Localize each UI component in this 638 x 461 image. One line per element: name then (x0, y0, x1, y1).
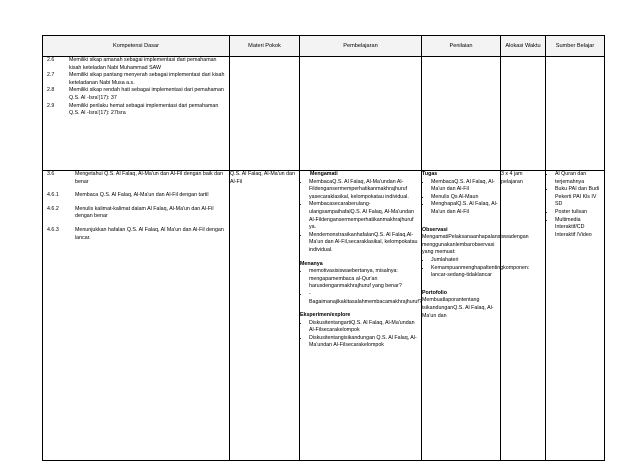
syllabus-table (42, 35, 605, 461)
portofolio-heading: Portofolio (422, 289, 448, 296)
menanya-heading: Menanya (300, 260, 323, 267)
list-item: • MembacaQ.S. Al Falaq, Al-Ma'un dan Al-Fil (431, 179, 500, 194)
list-item: • Al Quran dan terjemahnya (555, 171, 604, 186)
alokasi-waktu-cell: 3 x 4 jam pelajaran (501, 171, 546, 461)
kd-attitude-cell (43, 57, 230, 171)
sumber-list (546, 171, 604, 239)
empty-cell (230, 57, 300, 171)
kd-item: 2.7 Memiliki sikap pantang menyerah sebagai implementasi dari kisah keteladanan Nabi Musa a.s. (47, 72, 225, 86)
mengamati-list (300, 179, 421, 255)
pembelajaran-cell (300, 171, 422, 461)
kd-item: 4.6.2 Menulis kalimat-kalimat dalam Al Falaq, Al-Ma'un dan Al-Fil dengan benar (47, 205, 214, 220)
list-item: • Membacasecaraberulang-ulangsampaihafalQ.S. Al Falaq, Al-Ma'undan Al-Fildengansermemperhatikanmakhrajhuruf ya. (309, 201, 421, 231)
tugas-heading: Tugas (422, 171, 438, 177)
list-item: • Diskusitentangisikandungan Q.S. Al Falaq, Al-Ma'undan Al-Filsecarakelompok (309, 335, 421, 350)
list-item: • DiskusitentangartiQ.S. Al Falaq, Al-Ma'undan Al-Filsecarakelompok (309, 320, 421, 335)
empty-cell (546, 57, 605, 171)
list-item: • Jumlahateri (431, 257, 500, 265)
header-kompetensi-dasar: Kompetensi Dasar (43, 36, 230, 57)
table-row-attitude (43, 57, 605, 171)
list-item: • -Bagaimanajikakitasalahmembacamakhrajhuruf? (309, 291, 421, 306)
list-item: • Buku PAI dan Budi Pekerti PAI Kls IV SD (555, 186, 604, 209)
observasi-list (422, 256, 530, 280)
eksperimen-list (300, 320, 421, 350)
materi-pokok-cell: Q.S. Al Falaq, Al-Ma'un dan Al-Fil (230, 171, 300, 461)
list-item: • Poster tulisan (555, 209, 604, 217)
observasi-text: MengamatiPelaksanaanhapalansiswadengan menggunakanlembarobservasi yang memuat: (422, 234, 529, 256)
empty-cell (501, 57, 546, 171)
list-item: • Multimedia Interaktif/CD Interaktif /Video (555, 217, 604, 240)
empty-cell (422, 57, 501, 171)
observasi-heading: Observasi (422, 226, 448, 233)
list-item: • Kemampuanmenghapaltentingkomponen: lancar-sedang-tidaklancar (431, 265, 500, 280)
portofolio-text: Membuatlaporantentang isikandunganQ.S. Al Falaq, Al-Ma'un dan (422, 297, 494, 319)
header-penilaian: Penilaian (422, 36, 501, 57)
header-alokasi-waktu: Alokasi Waktu (501, 36, 546, 57)
list-item: • MenghapalQ.S. Al Falaq, Al-Ma'un dan Al-Fil (431, 201, 500, 216)
menanya-list (300, 268, 421, 306)
list-item: • MembacaQ.S. Al Falaq, Al-Ma'undan Al-Fildengansermemperhatikanmakhrajhuruf yasecaraklasikal, kelompokatau individual. (309, 179, 421, 202)
kd-item: 3.6 Mengetahui Q.S. Al Falaq, Al-Ma'un dan Al-Fil dengan baik dan benar (47, 171, 223, 185)
mengamati-heading: Mengamati (310, 171, 338, 177)
kd-item: 4.6.1 Membaca Q.S. Al Falaq, Al-Ma'un dan Al-Fil dengan tartil (47, 192, 209, 199)
tugas-list (422, 179, 500, 217)
header-sumber-belajar: Sumber Belajar (546, 36, 605, 57)
header-materi-pokok: Materi Pokok (230, 36, 300, 57)
table-row-knowledge (43, 171, 605, 461)
table-header-row (43, 36, 605, 57)
sumber-belajar-cell (546, 171, 605, 461)
kd-knowledge-cell (43, 171, 230, 461)
kd-item: 2.9 Memiliki perilaku hemat sebagai implementasi dari pemahaman Q.S. Al -Isra'(17): 27Isra (47, 102, 219, 117)
eksperimen-heading: Eksperimen/explore (300, 312, 351, 319)
kd-item: 4.6.3 Menunjukkan hafalan Q.S. Al Falaq, Al Ma'un dan Al-Fil dengan lancar. (47, 226, 224, 241)
header-pembelajaran: Pembelajaran (300, 36, 422, 57)
list-item: • MendemonstrasikanhafalanQ.S. Al Falaq,Al-Ma'un dan Al-Fil,secaraklasikal, kelompokatau individual. (309, 232, 421, 255)
kd-item: 2.8 Memiliki sikap rendah hati sebagai implementasi dari pemahaman Q.S. Al -Isra'(17): 37 (47, 87, 224, 101)
list-item: • memotivasisiswaebertanya, misalnya: mengapamembaca al-Qur'an harusdenganmakhrajhuruf yang benar? (309, 268, 421, 291)
list-item: • Menulis Qs Al-Maun (431, 194, 500, 202)
empty-cell (300, 57, 422, 171)
kd-item: 2.6 Memiliki sikap amanah sebagai implementasi dari pemahaman kisah keteladan Nabi Muhammad SAW (47, 57, 217, 71)
